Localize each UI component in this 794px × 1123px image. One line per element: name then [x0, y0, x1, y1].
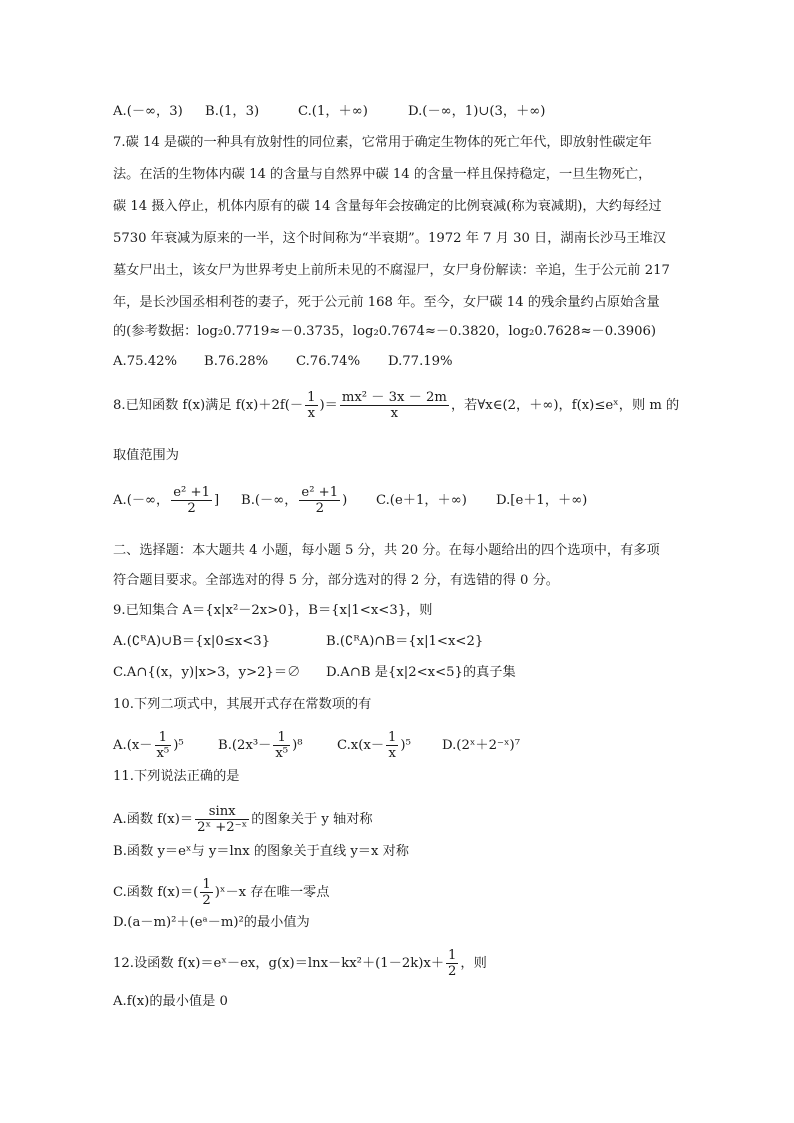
- q12-fraction: [446, 948, 458, 979]
- q7-option-a: A.75.42%: [113, 354, 177, 369]
- q8-optA-fraction: [171, 485, 212, 516]
- q7-option-c: C.76.74%: [296, 354, 361, 369]
- q10-optA-num: 1: [155, 730, 172, 746]
- q10-optC-den: x: [388, 746, 396, 761]
- section2-line-2: 符合题目要求。全部选对的得 5 分，部分选对的得 2 分，有选错的得 0 分。: [113, 573, 559, 588]
- q11-option-b: B.函数 y＝eˣ与 y＝lnx 的图象关于直线 y＝x 对称: [113, 844, 409, 859]
- q8-optA-num: e² +1: [173, 485, 210, 500]
- q7-line-7: 的(参考数据：log₂0.7719≈－0.3735，log₂0.7674≈－0.3820，log₂0.7628≈－0.3906): [113, 324, 657, 339]
- q11-option-d: D.(a－m)²＋(eᵃ－m)²的最小值为: [113, 915, 310, 930]
- q9-options-cd: [113, 663, 516, 683]
- q6-option-a: A.(－∞，3): [113, 104, 183, 119]
- q9-option-c: C.A∩{(x，y)|x>3，y>2}＝∅: [113, 665, 301, 680]
- q8-frac1-den: x: [307, 406, 316, 421]
- q10-optC-fraction: [386, 730, 398, 761]
- q7-option-b: B.76.28%: [204, 354, 269, 369]
- q8-option-a: [113, 485, 241, 516]
- q8-optA-pre: A.(－∞，: [113, 493, 170, 508]
- q10-optA-fraction: [155, 730, 172, 761]
- q10-optB-den: x⁵: [275, 746, 289, 761]
- q9-option-d: D.A∩B 是{x|2<x<5}的真子集: [326, 665, 516, 680]
- q10-optB-fraction: [273, 730, 290, 761]
- q10-optC-num: 1: [388, 730, 397, 745]
- q12-stem-post: ，则: [460, 956, 487, 971]
- q11-option-a: [113, 804, 373, 835]
- q11-optC-num: 1: [202, 877, 211, 892]
- q11-optC-fraction: [200, 877, 212, 908]
- q8-optA-den: 2: [187, 501, 196, 516]
- q8-frac2-den: x: [390, 406, 399, 421]
- q8-optB-fraction: [299, 485, 340, 516]
- q8-stem: [113, 390, 679, 421]
- q7-line-2: 法。在活的生物体内碳 14 的含量与自然界中碳 14 的含量一样且保持稳定，一旦生物死亡，: [113, 167, 652, 182]
- q8-mid: )＝: [319, 398, 338, 413]
- q8-option-d: D.[e＋1，＋∞): [496, 493, 588, 508]
- q10-option-a: [113, 730, 218, 761]
- q7-line-5: 墓女尸出土，该女尸为世界考史上前所未见的不腐湿尸，女尸身份解读：辛追，生于公元前 217: [113, 263, 670, 278]
- q12-frac-den: 2: [448, 964, 457, 979]
- q11-optA-den: 2ˣ +2⁻ˣ: [197, 820, 248, 835]
- q11-optC-post: )ˣ－x 存在唯一零点: [214, 885, 330, 900]
- q6-option-b: B.(1，3): [205, 104, 260, 119]
- q12-option-a: A.f(x)的最小值是 0: [113, 994, 228, 1009]
- q9-stem: 9.已知集合 A＝{x|x²－2x>0}，B＝{x|1<x<3}，则: [113, 603, 433, 618]
- q8-option-b: [241, 485, 376, 516]
- q8-frac1-num: 1: [307, 390, 316, 405]
- q10-optA-den: x⁵: [156, 746, 170, 761]
- q10-optB-num: 1: [273, 730, 290, 746]
- q8-line-2: 取值范围为: [113, 448, 179, 463]
- q8-options: [113, 485, 587, 516]
- q10-optA-post: )⁵: [173, 738, 184, 753]
- q10-option-c: [337, 730, 442, 761]
- q12-stem: [113, 948, 487, 979]
- q10-option-d: D.(2ˣ＋2⁻ˣ)⁷: [442, 738, 520, 753]
- q6-option-d: D.(－∞，1)∪(3，＋∞): [408, 104, 546, 119]
- q8-option-c: C.(e＋1，＋∞): [376, 493, 467, 508]
- q7-options: [113, 352, 453, 372]
- q8-frac2-num: mx² － 3x － 2m: [341, 390, 447, 405]
- q11-optA-fraction: [195, 804, 249, 835]
- q8-optB-pre: B.(－∞，: [241, 493, 298, 508]
- q11-optC-den: 2: [202, 893, 211, 908]
- q7-option-d: D.77.19%: [388, 354, 453, 369]
- q11-optA-num: sinx: [195, 804, 249, 820]
- q10-option-b: [218, 730, 337, 761]
- q12-frac-num: 1: [448, 948, 457, 963]
- q11-option-c: [113, 877, 329, 908]
- q8-optA-post: ]: [213, 493, 220, 508]
- q7-line-6: 年，是长沙国丞相利苍的妻子，死于公元前 168 年。至今，女尸碳 14 的残余量约占原始含量: [113, 295, 660, 310]
- q10-optA-pre: A.(x－: [113, 738, 153, 753]
- q7-line-1: 7.碳 14 是碳的一种具有放射性的同位素，它常用于确定生物体的死亡年代，即放射性碳定年: [113, 135, 652, 150]
- q8-suffix: ，若∀x∈(2，＋∞)，f(x)≤eˣ，则 m 的: [450, 398, 680, 413]
- q11-optA-pre: A.函数 f(x)＝: [113, 812, 194, 827]
- q10-optC-post: )⁵: [400, 738, 411, 753]
- q10-optB-pre: B.(2x³－: [218, 738, 272, 753]
- q10-optB-post: )⁸: [292, 738, 303, 753]
- q8-optB-num: e² +1: [301, 485, 339, 500]
- q8-optB-post: ): [342, 493, 348, 508]
- q10-optC-pre: C.x(x－: [337, 738, 385, 753]
- q9-option-b: B.(∁ᴿA)∩B＝{x|1<x<2}: [326, 634, 484, 649]
- q7-line-3: 碳 14 摄入停止，机体内原有的碳 14 含量每年会按确定的比例衰减(称为衰减期)，大约每经过: [113, 199, 662, 214]
- q10-options: [113, 730, 520, 761]
- section2-line-1: 二、选择题：本大题共 4 小题，每小题 5 分，共 20 分。在每小题给出的四个选项中，有多项: [113, 543, 660, 558]
- q6-option-c: C.(1，＋∞): [298, 104, 368, 119]
- q9-options-ab: [113, 632, 483, 652]
- q11-optC-pre: C.函数 f(x)＝(: [113, 885, 199, 900]
- q9-option-a: A.(∁ᴿA)∪B＝{x|0≤x<3}: [113, 634, 271, 649]
- q6-options: [113, 102, 545, 122]
- q7-line-4: 5730 年衰减为原来的一半，这个时间称为“半衰期”。1972 年 7 月 30 日，湖南长沙马王堆汉: [113, 231, 666, 246]
- q11-stem: 11.下列说法正确的是: [113, 769, 240, 784]
- q8-prefix: 8.已知函数 f(x)满足 f(x)＋2f(－: [113, 398, 304, 413]
- q11-optA-post: 的图象关于 y 轴对称: [251, 812, 373, 827]
- q8-fraction-1: [305, 390, 317, 421]
- q12-stem-pre: 12.设函数 f(x)＝eˣ－ex，g(x)＝lnx－kx²＋(1－2k)x＋: [113, 956, 445, 971]
- q8-fraction-2: [340, 390, 449, 421]
- q8-optB-den: 2: [315, 501, 324, 516]
- q10-stem: 10.下列二项式中，其展开式存在常数项的有: [113, 697, 372, 712]
